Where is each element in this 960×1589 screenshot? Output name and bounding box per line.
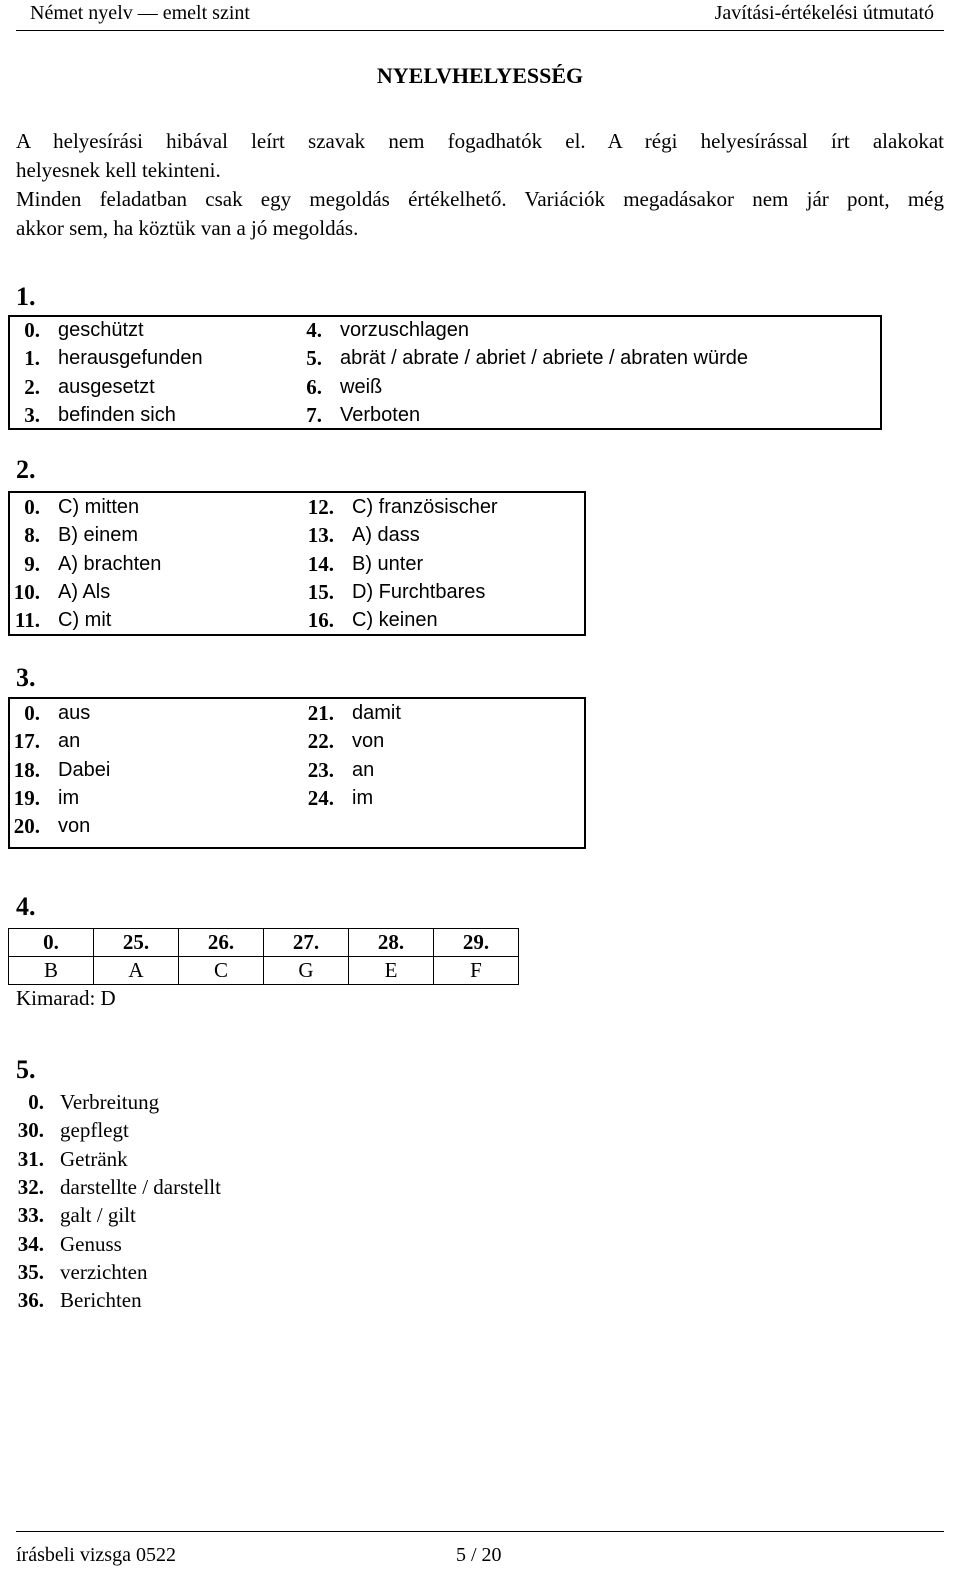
item-number: 3. (24, 402, 40, 427)
item-number: 0. (24, 495, 40, 519)
item-answer: gepflegt (60, 1118, 129, 1143)
item-answer: abrät / abrate / abriet / abriete / abraten würde (340, 347, 749, 370)
item-answer: darstellte / darstellt (60, 1174, 221, 1199)
item-answer: weiß (340, 375, 383, 398)
item-number: 36. (17, 1288, 44, 1313)
item-answer: C) mit (58, 609, 112, 632)
section-2-label: 2. (16, 455, 36, 484)
item-number: 0. (28, 1090, 44, 1114)
item-answer: A) Als (58, 580, 111, 603)
table-header-cell: 26. (179, 929, 264, 957)
item-number: 17. (13, 729, 40, 754)
table-header-cell: 0. (9, 929, 94, 957)
footer-divider (16, 1531, 944, 1532)
item-number: 4. (306, 318, 322, 342)
item-number: 13. (307, 523, 334, 548)
item-number: 24. (307, 785, 334, 810)
item-answer: verzichten (60, 1259, 148, 1284)
item-number: 18. (13, 757, 40, 782)
item-answer: D) Furchtbares (352, 580, 486, 603)
item-number: 21. (307, 701, 334, 725)
table-cell: E (349, 957, 434, 985)
intro-line: helyesnek kell tekinteni. (16, 158, 221, 182)
item-answer: vorzuschlagen (340, 319, 469, 341)
item-number: 35. (17, 1259, 44, 1284)
item-answer: damit (352, 702, 401, 724)
item-number: 2. (24, 374, 40, 399)
page-title: NYELVHELYESSÉG (376, 63, 584, 88)
item-answer: von (58, 815, 91, 838)
table-cell: B (9, 957, 94, 985)
item-answer: an (58, 730, 81, 753)
item-number: 10. (13, 579, 40, 604)
intro-line: A helyesírási hibával leírt szavak nem fogadhatók el. A régi helyesírással írt alakokat (16, 129, 944, 153)
item-number: 7. (306, 402, 322, 427)
section-3-label: 3. (16, 663, 36, 692)
item-number: 5. (306, 346, 322, 371)
item-number: 14. (307, 551, 334, 576)
section-4-table (8, 928, 519, 985)
item-number: 15. (307, 579, 334, 604)
item-answer: B) einem (58, 524, 139, 547)
item-answer: im (352, 786, 374, 809)
item-number: 0. (24, 701, 40, 725)
table-cell: G (264, 957, 349, 985)
table-cell: F (434, 957, 519, 985)
item-answer: A) brachten (58, 552, 162, 575)
table-header-cell: 25. (94, 929, 179, 957)
table-header-cell: 28. (349, 929, 434, 957)
item-number: 30. (17, 1118, 44, 1143)
item-answer: ausgesetzt (58, 375, 155, 398)
table-row (9, 957, 519, 985)
item-number: 6. (306, 374, 322, 399)
item-answer: herausgefunden (58, 347, 203, 370)
item-answer: von (352, 730, 385, 753)
item-answer: galt / gilt (60, 1203, 136, 1228)
header-guide-title: Javítási-értékelési útmutató (714, 2, 934, 24)
item-answer: C) mitten (58, 496, 140, 518)
item-answer: C) keinen (352, 609, 438, 632)
item-number: 12. (307, 495, 334, 519)
item-number: 11. (14, 608, 40, 633)
item-answer: Verbreitung (60, 1090, 160, 1114)
table-cell: C (179, 957, 264, 985)
intro-line: akkor sem, ha köztük van a jó megoldás. (16, 216, 359, 240)
item-number: 0. (24, 318, 40, 342)
header-subject: Német nyelv — emelt szint (30, 2, 250, 24)
table-header-row (9, 929, 519, 957)
item-answer: B) unter (352, 552, 424, 575)
intro-line: Minden feladatban csak egy megoldás értékelhető. Variációk megadásakor nem jár pont, még (16, 187, 944, 211)
footer-exam-code: írásbeli vizsga 0522 (16, 1544, 176, 1566)
section-4-label: 4. (16, 892, 36, 921)
table-header-cell: 27. (264, 929, 349, 957)
item-number: 8. (24, 523, 40, 548)
intro-text (16, 127, 944, 243)
item-answer: Dabei (58, 758, 111, 781)
item-answer: im (58, 786, 80, 809)
item-answer: A) dass (352, 524, 420, 547)
table-cell: A (94, 957, 179, 985)
table-header-cell: 29. (434, 929, 519, 957)
item-answer: an (352, 758, 375, 781)
item-answer: Genuss (60, 1231, 122, 1256)
item-number: 23. (307, 757, 334, 782)
item-number: 1. (24, 346, 40, 371)
item-answer: aus (58, 702, 91, 724)
section-4-leftover: Kimarad: D (16, 986, 116, 1010)
item-answer: C) französischer (352, 496, 498, 518)
item-number: 32. (17, 1174, 44, 1199)
item-number: 16. (307, 608, 334, 633)
footer-page-number: 5 / 20 (456, 1544, 502, 1566)
item-answer: Getränk (60, 1146, 128, 1171)
header-divider (16, 30, 944, 31)
item-number: 34. (17, 1231, 44, 1256)
item-answer: befinden sich (58, 403, 176, 426)
item-number: 20. (13, 814, 40, 839)
section-1-label: 1. (16, 282, 36, 311)
item-number: 31. (17, 1146, 44, 1171)
page-header (0, 0, 960, 28)
item-number: 19. (13, 785, 40, 810)
item-answer: Berichten (60, 1288, 142, 1313)
section-5-label: 5. (16, 1055, 36, 1084)
item-number: 33. (17, 1203, 44, 1228)
item-answer: geschützt (58, 319, 144, 341)
item-number: 22. (307, 729, 334, 754)
item-number: 9. (24, 551, 40, 576)
item-answer: Verboten (340, 403, 421, 426)
